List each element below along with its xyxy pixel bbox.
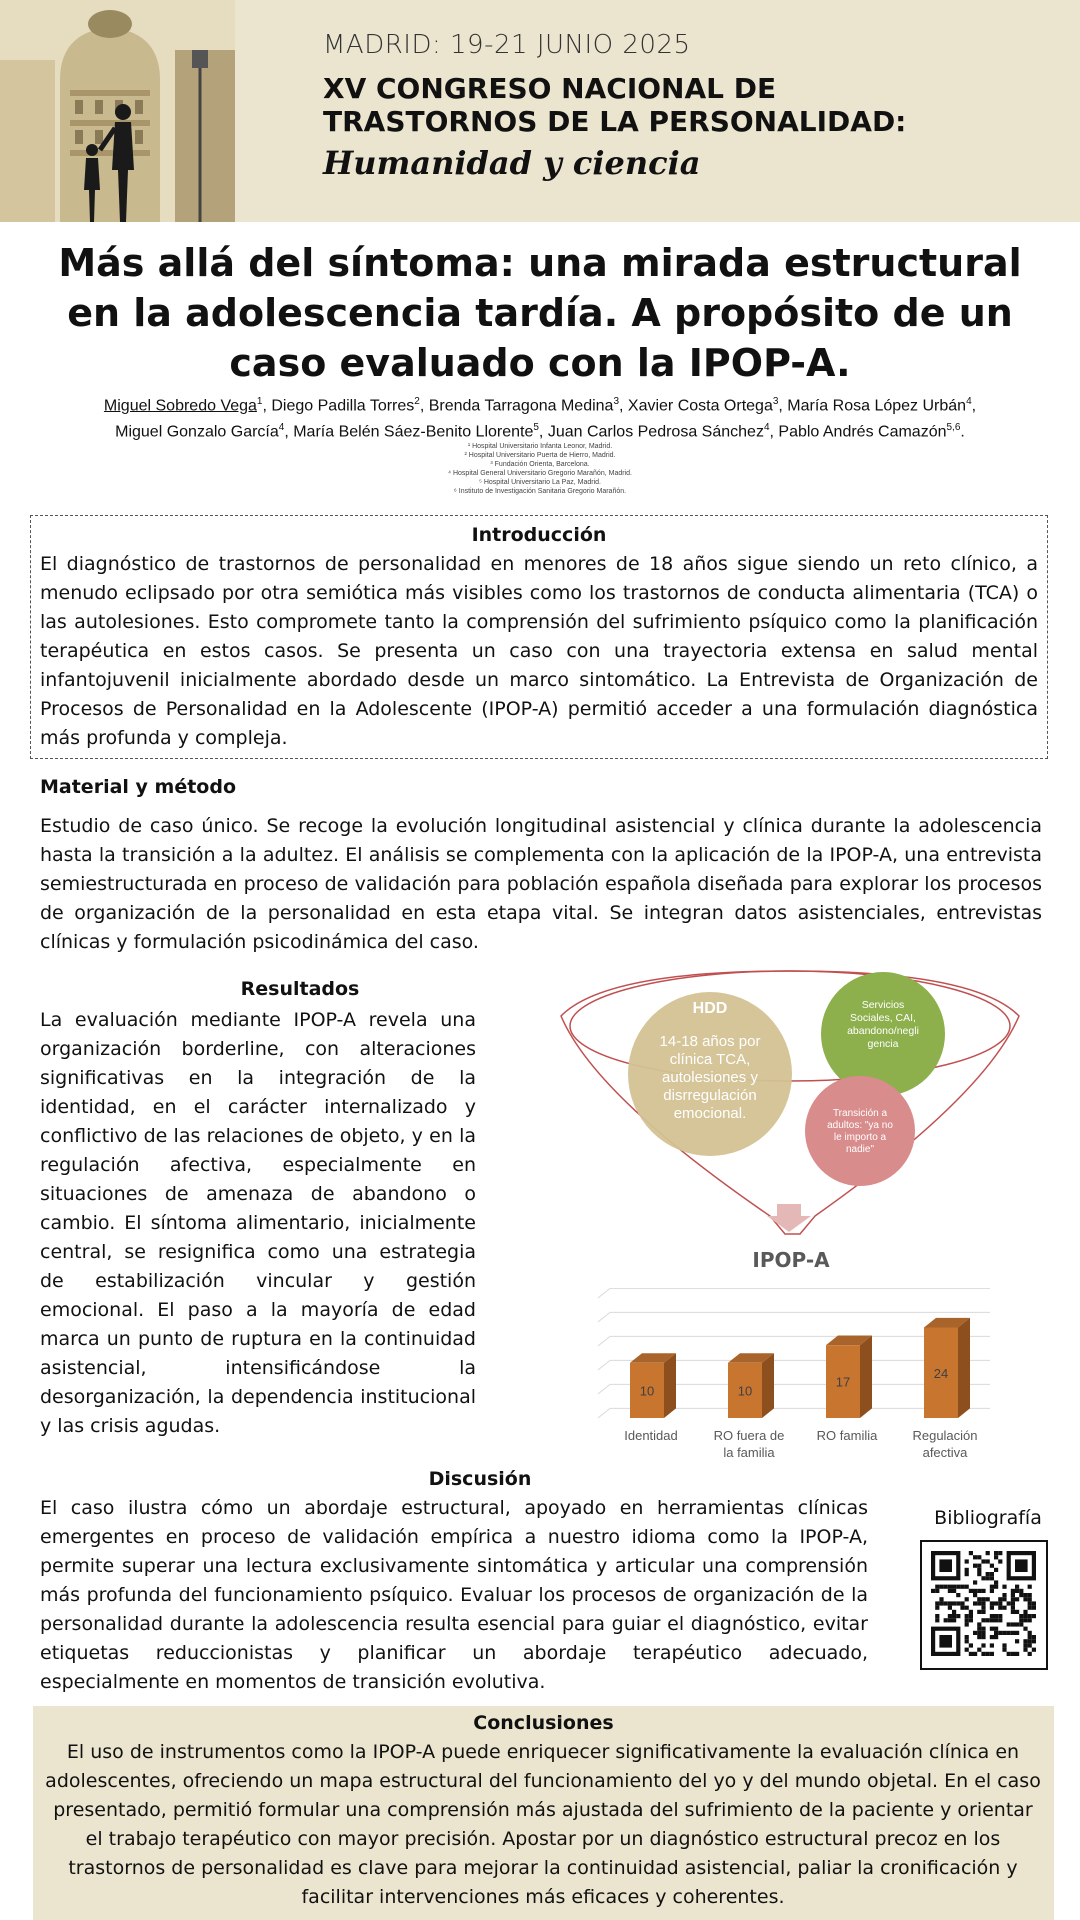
qr-module	[981, 1559, 985, 1563]
discussion-text: El caso ilustra cómo un abordaje estructural, apoyado en herramientas clínicas emergentes en proceso de validación empírica a nuestro idioma como la IPOP-A, permite superar una lectura exclusivamente sintomática y articular una comprensión más profunda del funcionamiento psíquico. Evaluar los procesos de organización de la personalidad durante la adolescencia resulta esencial para guiar el diagnóstico, evitar etiquetas reduccionistas y planificar un abordaje terapéutico adecuado, especialmente en momentos de transición evolutiva.	[40, 1497, 868, 1693]
qr-module	[990, 1564, 994, 1568]
qr-module	[986, 1576, 990, 1580]
qr-module	[1023, 1597, 1027, 1601]
affiliation-line: ¹ Hospital Universitario Infanta Leonor, Madrid.	[467, 443, 613, 450]
author-list	[25, 391, 1055, 444]
qr-module	[1002, 1593, 1006, 1597]
qr-module	[973, 1652, 977, 1656]
author-affiliation-number: 4	[278, 422, 285, 434]
author-separator: ,	[284, 423, 294, 441]
author-separator: ,	[778, 397, 788, 415]
qr-module	[1002, 1643, 1006, 1647]
qr-module	[965, 1559, 969, 1563]
affiliation-line: ² Hospital Universitario Puerta de Hierro, Madrid.	[464, 452, 616, 459]
qr-module	[998, 1559, 1002, 1563]
diagram-text-line: nadie"	[845, 1144, 875, 1155]
category-tick-label: la familia	[723, 1445, 775, 1458]
ipop-a-bar-chart	[590, 1288, 1030, 1458]
qr-module	[977, 1572, 981, 1576]
qr-module	[998, 1601, 1002, 1605]
qr-module	[973, 1589, 977, 1593]
author-name: Pablo Andrés Camazón	[778, 423, 947, 441]
qr-module	[990, 1606, 994, 1610]
qr-module	[986, 1572, 990, 1576]
affiliation-line: ³ Fundación Orienta, Barcelona.	[490, 461, 590, 468]
qr-module	[1002, 1585, 1006, 1589]
author-affiliation-number: 3	[613, 396, 619, 407]
qr-module	[1032, 1614, 1036, 1618]
chart-title: IPOP-A	[752, 1248, 830, 1272]
qr-module	[990, 1601, 994, 1605]
qr-module	[1011, 1589, 1015, 1593]
qr-module	[956, 1614, 960, 1618]
qr-module	[990, 1618, 994, 1622]
author-separator: .	[960, 423, 965, 441]
qr-module	[935, 1614, 939, 1618]
qr-module	[994, 1601, 998, 1605]
qr-module	[1019, 1622, 1023, 1626]
qr-module	[956, 1601, 960, 1605]
qr-module	[1015, 1589, 1019, 1593]
qr-module	[998, 1614, 1002, 1618]
qr-module	[994, 1555, 998, 1559]
qr-module	[1007, 1622, 1011, 1626]
qr-module	[986, 1652, 990, 1656]
qr-module	[981, 1652, 985, 1656]
author-affiliation-number: 1	[256, 396, 263, 407]
bar-side	[664, 1353, 676, 1418]
diagram-text-line: Servicios	[861, 999, 905, 1011]
qr-module	[977, 1627, 981, 1631]
header-banner	[0, 0, 1080, 222]
author-separator: ,	[619, 397, 628, 415]
qr-module	[965, 1648, 969, 1652]
author-affiliation-number: 4	[763, 422, 770, 434]
qr-module	[1015, 1639, 1019, 1643]
author-name: Xavier Costa Ortega	[627, 397, 773, 415]
qr-module	[994, 1551, 998, 1555]
author-separator: ,	[419, 397, 429, 415]
qr-module	[948, 1606, 952, 1610]
bar-side	[958, 1318, 970, 1418]
qr-module	[1007, 1631, 1011, 1635]
qr-module	[986, 1618, 990, 1622]
author-name: Juan Carlos Pedrosa Sánchez	[547, 423, 764, 441]
qr-module	[990, 1635, 994, 1639]
discussion-heading: Discusión	[428, 1468, 532, 1490]
category-tick-label: Identidad	[624, 1428, 678, 1443]
bar-data-label: 17	[835, 1374, 851, 1390]
qr-module	[986, 1551, 990, 1555]
qr-module	[981, 1606, 985, 1610]
qr-module	[973, 1555, 977, 1559]
qr-module	[973, 1564, 977, 1568]
author-name: Brenda Tarragona Medina	[428, 397, 614, 415]
qr-module	[952, 1610, 956, 1614]
qr-module	[960, 1585, 964, 1589]
diagram-text-line: Transición a	[832, 1108, 888, 1119]
qr-module	[1023, 1639, 1027, 1643]
qr-module	[994, 1635, 998, 1639]
results-heading: Resultados	[240, 978, 360, 1000]
qr-module	[1011, 1631, 1015, 1635]
qr-module	[1028, 1618, 1032, 1622]
qr-module	[1015, 1585, 1019, 1589]
hdd-title: HDD	[692, 1000, 728, 1017]
qr-module	[977, 1622, 981, 1626]
qr-module	[990, 1576, 994, 1580]
qr-module	[956, 1585, 960, 1589]
qr-module	[1028, 1643, 1032, 1647]
conclusions-box	[33, 1706, 1054, 1920]
author-affiliation-number: 5	[533, 422, 539, 434]
qr-module	[944, 1618, 948, 1622]
qr-module	[944, 1601, 948, 1605]
qr-module	[981, 1597, 985, 1601]
bibliography-qr-link[interactable]	[920, 1540, 1048, 1670]
qr-module	[952, 1614, 956, 1618]
qr-module	[1023, 1610, 1027, 1614]
qr-module	[1028, 1639, 1032, 1643]
qr-module	[1032, 1606, 1036, 1610]
qr-module	[990, 1627, 994, 1631]
congress-date: MADRID: 19-21 JUNIO 2025	[323, 30, 691, 60]
poster-title: Más allá del síntoma: una mirada estructural en la adolescencia tardía. A propósito de un caso evaluado con la IPOP-A.	[58, 241, 1022, 385]
author-name: Diego Padilla Torres	[271, 397, 415, 415]
qr-module	[990, 1585, 994, 1589]
qr-module	[1002, 1606, 1006, 1610]
qr-module	[994, 1585, 998, 1589]
qr-module	[969, 1610, 973, 1614]
diagram-text-line: Sociales, CAI,	[850, 1012, 916, 1024]
qr-module	[952, 1589, 956, 1593]
qr-module	[1015, 1631, 1019, 1635]
qr-module	[969, 1614, 973, 1618]
qr-module	[981, 1631, 985, 1635]
qr-module	[1023, 1593, 1027, 1597]
qr-module	[1015, 1622, 1019, 1626]
affiliation-list	[200, 442, 880, 496]
qr-module	[1019, 1593, 1023, 1597]
qr-module	[977, 1635, 981, 1639]
qr-module	[981, 1576, 985, 1580]
qr-module	[931, 1589, 935, 1593]
author-separator: ,	[262, 397, 272, 415]
qr-module	[939, 1601, 943, 1605]
qr-module	[994, 1614, 998, 1618]
affiliation-line: ⁵ Hospital Universitario La Paz, Madrid.	[479, 479, 601, 486]
qr-module	[952, 1601, 956, 1605]
qr-module	[1015, 1597, 1019, 1601]
bar-data-label: 10	[737, 1383, 753, 1399]
qr-module	[1019, 1614, 1023, 1618]
qr-module	[969, 1643, 973, 1647]
chart-gridline	[598, 1312, 990, 1322]
qr-module	[977, 1610, 981, 1614]
qr-module	[990, 1589, 994, 1593]
qr-module	[981, 1589, 985, 1593]
qr-module	[990, 1652, 994, 1656]
qr-module	[1028, 1593, 1032, 1597]
qr-module	[969, 1551, 973, 1555]
qr-module	[1011, 1606, 1015, 1610]
diagram-text-line: disrregulación	[663, 1087, 757, 1104]
diagram-text-line: adultos: "ya no	[827, 1120, 893, 1131]
qr-module	[965, 1585, 969, 1589]
qr-module	[998, 1618, 1002, 1622]
qr-module	[1011, 1601, 1015, 1605]
qr-finder-module	[1015, 1559, 1028, 1572]
qr-module	[1023, 1618, 1027, 1622]
qr-module	[965, 1572, 969, 1576]
qr-module	[1002, 1631, 1006, 1635]
qr-module	[998, 1606, 1002, 1610]
qr-module	[977, 1568, 981, 1572]
qr-module	[1007, 1652, 1011, 1656]
qr-module	[969, 1618, 973, 1622]
qr-module	[1002, 1648, 1006, 1652]
qr-code-icon	[922, 1542, 1046, 1668]
qr-module	[1028, 1585, 1032, 1589]
qr-module	[948, 1614, 952, 1618]
qr-module	[1028, 1652, 1032, 1656]
qr-module	[973, 1580, 977, 1584]
author-affiliation-number: 2	[414, 396, 420, 407]
diagram-text-line: 14-18 años por	[659, 1033, 761, 1050]
qr-module	[981, 1627, 985, 1631]
congress-title: XV CONGRESO NACIONAL DE TRASTORNOS DE LA PERSONALIDAD:	[323, 72, 907, 138]
qr-module	[1028, 1614, 1032, 1618]
affiliation-line: ⁶ Instituto de Investigación Sanitaria Gregorio Marañón.	[453, 488, 627, 495]
qr-module	[977, 1564, 981, 1568]
qr-module	[944, 1585, 948, 1589]
qr-module	[965, 1622, 969, 1626]
conclusions-text: El uso de instrumentos como la IPOP-A puede enriquecer significativamente la evaluación clínica en adolescentes, ofreciendo un mapa estructural del funcionamiento del yo y del mundo objetal. En el caso presentado, permitió formular una comprensión más ajustada del sufrimiento de la paciente y orientar el trabajo terapéutico con mayor precisión. Apostar por un diagnóstico estructural precoz en los trastornos de personalidad es clave para mejorar la continuidad asistencial, paliar la cronificación y facilitar intervenciones más eficaces y coherentes.	[45, 1741, 1041, 1908]
qr-module	[939, 1597, 943, 1601]
qr-module	[1028, 1635, 1032, 1639]
qr-module	[990, 1643, 994, 1647]
author-name: María Belén Sáez-Benito Llorente	[293, 423, 534, 441]
qr-module	[965, 1639, 969, 1643]
qr-module	[981, 1643, 985, 1647]
bar-data-label: 10	[639, 1383, 655, 1399]
material-heading: Material y método	[40, 776, 237, 798]
category-tick-label: RO fuera de	[713, 1428, 785, 1443]
author-affiliation-number: 4	[966, 396, 972, 407]
diagram-text-line: abandono/negli	[847, 1025, 919, 1037]
qr-module	[965, 1597, 969, 1601]
qr-module	[977, 1601, 981, 1605]
conclusions-heading: Conclusiones	[473, 1712, 614, 1734]
funnel-diagram	[555, 966, 1025, 1266]
qr-module	[1032, 1601, 1036, 1605]
qr-module	[1002, 1597, 1006, 1601]
qr-module	[994, 1580, 998, 1584]
qr-module	[994, 1627, 998, 1631]
congress-subtitle: Humanidad y ciencia	[323, 144, 701, 182]
qr-module	[1028, 1597, 1032, 1601]
chart-gridline	[598, 1288, 990, 1298]
qr-module	[948, 1589, 952, 1593]
qr-module	[973, 1631, 977, 1635]
madrid-street-illustration-icon	[0, 0, 235, 222]
qr-module	[986, 1559, 990, 1563]
qr-module	[990, 1572, 994, 1576]
qr-module	[1028, 1606, 1032, 1610]
qr-module	[981, 1635, 985, 1639]
bar-data-label: 24	[933, 1365, 949, 1381]
category-tick-label: Regulación	[912, 1428, 978, 1443]
qr-module	[1011, 1652, 1015, 1656]
qr-module	[969, 1652, 973, 1656]
qr-module	[1028, 1631, 1032, 1635]
qr-module	[986, 1597, 990, 1601]
bar-side	[762, 1353, 774, 1418]
author-name: Miguel Sobredo Vega	[103, 397, 257, 415]
qr-module	[1015, 1652, 1019, 1656]
qr-module	[981, 1618, 985, 1622]
qr-module	[994, 1618, 998, 1622]
results-text: La evaluación mediante IPOP-A revela una organización borderline, con alteraciones significativas en la integración de la identidad, en el carácter internalizado y conflictivo de las relaciones de objeto, y en la regulación afectiva, especialmente en situaciones de amenaza de abandono o cambio. El síntoma alimentario, inicialmente central, se resignifica como una estrategia de estabilización vincular y gestión emocional. El paso a la mayoría de edad marca un punto de ruptura en la continuidad asistencial, intensificándose la desorganización, la dependencia institucional y las crisis agudas.	[40, 1009, 476, 1437]
qr-module	[935, 1601, 939, 1605]
qr-module	[948, 1601, 952, 1605]
qr-module	[1023, 1627, 1027, 1631]
qr-module	[977, 1555, 981, 1559]
qr-module	[1032, 1635, 1036, 1639]
diagram-text-line: gencia	[867, 1038, 899, 1050]
author-separator: ,	[769, 423, 779, 441]
qr-module	[1007, 1601, 1011, 1605]
introduction-heading: Introducción	[471, 524, 607, 546]
qr-module	[952, 1618, 956, 1622]
qr-module	[1019, 1589, 1023, 1593]
qr-module	[998, 1551, 1002, 1555]
qr-module	[1011, 1597, 1015, 1601]
qr-module	[948, 1618, 952, 1622]
qr-module	[960, 1601, 964, 1605]
qr-module	[998, 1631, 1002, 1635]
qr-module	[1023, 1648, 1027, 1652]
qr-module	[956, 1593, 960, 1597]
category-tick-label: afectiva	[922, 1445, 968, 1458]
diagram-text-line: clínica TCA,	[669, 1051, 751, 1068]
author-separator: ,	[538, 423, 548, 441]
qr-module	[935, 1585, 939, 1589]
diagram-text-line: emocional.	[673, 1105, 747, 1122]
qr-module	[965, 1618, 969, 1622]
qr-module	[965, 1606, 969, 1610]
funnel-outline	[561, 971, 1019, 1234]
author-affiliation-number: 3	[772, 396, 779, 407]
qr-module	[977, 1589, 981, 1593]
introduction-box	[30, 515, 1048, 759]
transicion-circle	[805, 1076, 915, 1186]
qr-module	[1011, 1622, 1015, 1626]
bibliography-label: Bibliografía	[934, 1507, 1042, 1529]
qr-module	[990, 1614, 994, 1618]
qr-module	[981, 1610, 985, 1614]
qr-module	[965, 1568, 969, 1572]
qr-module	[965, 1614, 969, 1618]
qr-module	[1032, 1639, 1036, 1643]
qr-module	[994, 1631, 998, 1635]
author-affiliation-number: 5,6	[946, 422, 961, 434]
category-tick-label: RO familia	[816, 1428, 878, 1443]
qr-module	[935, 1606, 939, 1610]
qr-module	[977, 1648, 981, 1652]
qr-module	[965, 1635, 969, 1639]
qr-module	[935, 1589, 939, 1593]
qr-module	[1019, 1618, 1023, 1622]
affiliation-line: ⁴ Hospital General Universitario Gregorio Marañón, Madrid.	[448, 470, 632, 477]
qr-module	[1023, 1643, 1027, 1647]
hdd-text	[660, 1033, 761, 1122]
qr-finder-module	[939, 1559, 952, 1572]
qr-module	[998, 1597, 1002, 1601]
qr-module	[952, 1585, 956, 1589]
qr-module	[1023, 1614, 1027, 1618]
qr-module	[981, 1601, 985, 1605]
introduction-text: El diagnóstico de trastornos de personalidad en menores de 18 años sigue siendo un reto clínico, a menudo eclipsado por otra semiótica más visibles como los trastornos de conducta alimentaria (TCA) o las autolesiones. Esto compromete tanto la comprensión del sufrimiento psíquico como la planificación terapéutica en estos casos. Se presenta un caso con una trayectoria extensa en salud mental infantojuvenil inicialmente abordado desde un marco sintomático. La Entrevista de Organización de Procesos de Personalidad en la Adolescente (IPOP-A) permitió acceder a una formulación diagnóstica más profunda y compleja.	[40, 553, 1038, 749]
bar-side	[860, 1336, 872, 1418]
qr-module	[977, 1597, 981, 1601]
author-separator: ,	[971, 397, 977, 415]
qr-module	[973, 1593, 977, 1597]
qr-module	[969, 1589, 973, 1593]
author-name: María Rosa López Urbán	[787, 397, 967, 415]
qr-module	[994, 1568, 998, 1572]
qr-module	[1011, 1593, 1015, 1597]
qr-module	[1011, 1610, 1015, 1614]
material-text: Estudio de caso único. Se recoge la evolución longitudinal asistencial y clínica durante la adolescencia hasta la transición a la adultez. El análisis se complementa con la aplicación de la IPOP-A, una entrevista semiestructurada en proceso de validación para población española diseñada para explorar los procesos de organización de la personalidad en esta etapa vital. Se integran datos asistenciales, entrevistas clínicas y formulación psicodinámica del caso.	[40, 815, 1042, 953]
qr-module	[939, 1585, 943, 1589]
qr-module	[935, 1618, 939, 1622]
author-name: Miguel Gonzalo García	[115, 423, 279, 441]
qr-module	[977, 1631, 981, 1635]
qr-module	[960, 1606, 964, 1610]
qr-module	[1032, 1648, 1036, 1652]
qr-module	[973, 1601, 977, 1605]
qr-finder-module	[939, 1635, 952, 1648]
qr-module	[1015, 1610, 1019, 1614]
diagram-text-line: le importo a	[833, 1132, 887, 1143]
qr-module	[1028, 1601, 1032, 1605]
diagram-text-line: autolesiones y	[662, 1069, 758, 1086]
qr-module	[948, 1585, 952, 1589]
